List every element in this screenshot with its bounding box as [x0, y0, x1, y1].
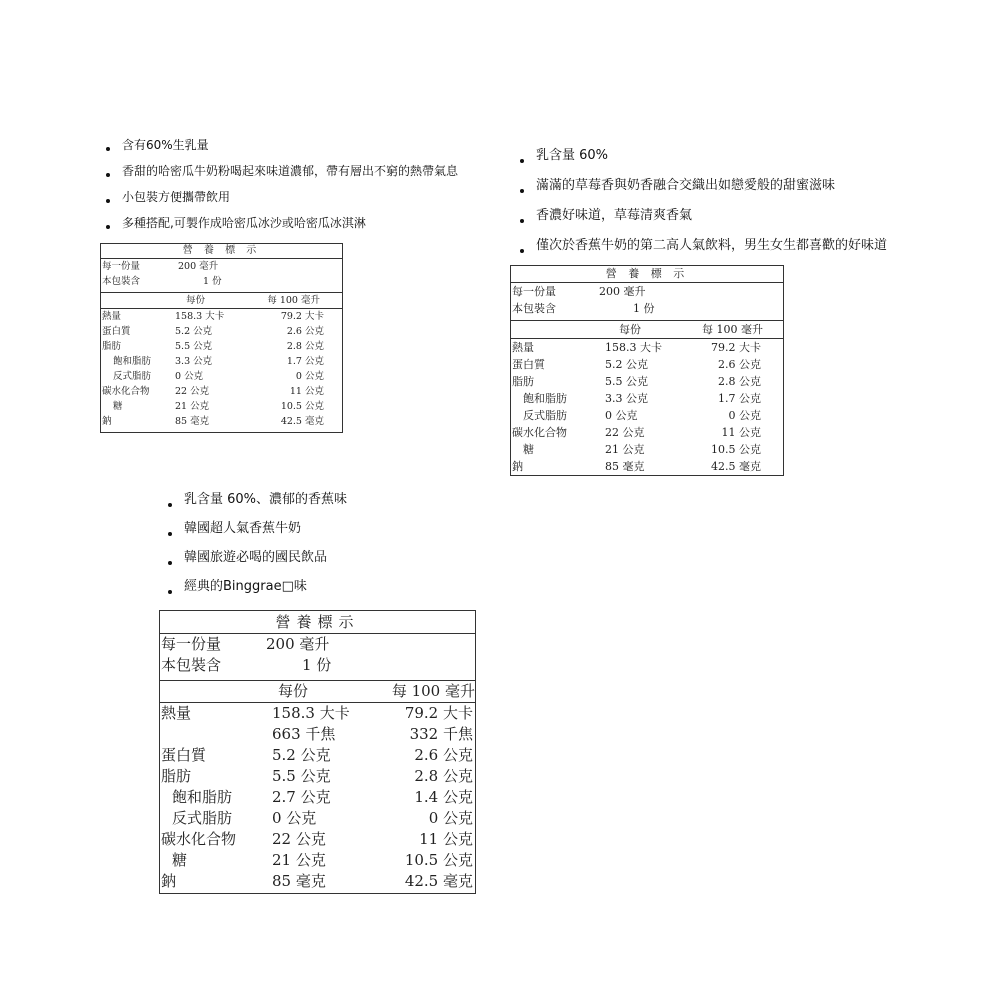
servings-row: [101, 274, 342, 289]
table-row: [511, 356, 783, 373]
per-serving-value: 22 公克: [272, 830, 326, 848]
per-serving-header: 每份: [278, 682, 309, 700]
per-100ml-value: 0 公克: [295, 371, 324, 382]
servings-row: [511, 300, 783, 317]
table-row: [160, 766, 475, 787]
per-100ml-value: 0 公克: [428, 809, 473, 827]
table-row: [160, 808, 475, 829]
list-item: 香甜的哈密瓜牛奶粉喝起來味道濃郁，帶有層出不窮的熱帶氣息: [102, 162, 458, 188]
product-3-feature-list: [164, 490, 347, 606]
per-100ml-value: 1.4 公克: [414, 788, 473, 806]
per-serving-value: 5.5 公克: [175, 341, 213, 352]
servings-value: 1 份: [633, 302, 655, 315]
per-serving-value: 158.3 大卡: [175, 311, 225, 322]
nutrient-label: 蛋白質: [512, 358, 545, 371]
product-3-nutrition-table: [159, 610, 476, 894]
nutrient-label: 糖: [172, 851, 188, 869]
per-serving-value: 85 毫克: [272, 872, 326, 890]
serving-size-row: [160, 634, 475, 655]
nutrient-label: 碳水化合物: [161, 830, 237, 848]
per-serving-value: 21 公克: [605, 443, 645, 456]
per-100ml-value: 42.5 毫克: [711, 460, 761, 473]
nutrient-label: 糖: [523, 443, 534, 456]
nutrient-label: 飽和脂肪: [172, 788, 233, 806]
per-100ml-value: 2.8 公克: [286, 341, 324, 352]
nutrient-label: 熱量: [102, 311, 122, 322]
table-row: [160, 702, 475, 724]
serving-size-row: [101, 259, 342, 274]
nutrient-label: 鈉: [161, 872, 177, 890]
table-row: [101, 384, 342, 399]
list-item: 韓國超人氣香蕉牛奶: [164, 519, 347, 548]
table-row: [101, 399, 342, 414]
per-serving-value: 21 公克: [175, 401, 210, 412]
per-100ml-value: 42.5 毫克: [404, 872, 473, 890]
per-serving-value: 5.5 公克: [272, 767, 331, 785]
servings-value: 1 份: [302, 656, 332, 674]
per-serving-header: 每份: [619, 323, 641, 336]
serving-size-value: 200 毫升: [599, 285, 646, 298]
per-100ml-value: 1.7 公克: [718, 392, 761, 405]
servings-label: 本包裝含: [102, 276, 141, 287]
nutrient-label: 熱量: [512, 341, 534, 354]
nutrient-label: 反式脂肪: [172, 809, 233, 827]
per-serving-value: 85 毫克: [175, 416, 210, 427]
list-item: 乳含量 60%: [516, 146, 887, 176]
per-100ml-value: 11 公克: [289, 386, 324, 397]
per-100ml-value: 79.2 大卡: [404, 704, 473, 722]
nutrition-title: 營 養 標 示: [511, 266, 783, 283]
table-row: [511, 373, 783, 390]
per-100ml-value: 0 公克: [728, 409, 761, 422]
table-row: [160, 787, 475, 808]
servings-row: [160, 655, 475, 676]
per-serving-value: 5.5 公克: [605, 375, 648, 388]
per-serving-value: 85 毫克: [605, 460, 645, 473]
per-serving-header: 每份: [186, 295, 206, 306]
product-1-feature-list: [102, 136, 458, 240]
nutrition-title: 營 養 標 示: [101, 244, 342, 259]
table-row: [160, 829, 475, 850]
per-100ml-value: 2.6 公克: [414, 746, 473, 764]
per-serving-value: 663 千焦: [272, 725, 336, 743]
nutrient-label: 脂肪: [102, 341, 122, 352]
nutrient-label: 飽和脂肪: [523, 392, 567, 405]
per-100ml-value: 10.5 公克: [280, 401, 324, 412]
column-header-row: [101, 292, 342, 308]
table-row: [101, 354, 342, 369]
per-100ml-value: 11 公克: [721, 426, 761, 439]
nutrient-label: 反式脂肪: [523, 409, 567, 422]
serving-size-row: [511, 283, 783, 300]
per-100ml-header: 每 100 毫升: [702, 323, 763, 336]
servings-value: 1 份: [203, 276, 222, 287]
product-1-nutrition-table: [100, 243, 343, 433]
per-100ml-value: 2.6 公克: [286, 326, 324, 337]
serving-size-label: 每一份量: [512, 285, 556, 298]
nutrient-label: 鈉: [102, 416, 112, 427]
table-row: [101, 369, 342, 384]
nutrient-label: 脂肪: [512, 375, 534, 388]
per-100ml-value: 79.2 大卡: [711, 341, 761, 354]
per-100ml-value: 42.5 毫克: [280, 416, 324, 427]
per-100ml-value: 332 千焦: [409, 725, 473, 743]
nutrient-label: 脂肪: [161, 767, 192, 785]
serving-size-value: 200 毫升: [178, 261, 219, 272]
list-item: 多種搭配,可製作成哈密瓜冰沙或哈密瓜冰淇淋: [102, 214, 458, 240]
list-item: 滿滿的草莓香與奶香融合交織出如戀愛般的甜蜜滋味: [516, 176, 887, 206]
nutrient-label: 蛋白質: [161, 746, 207, 764]
nutrient-label: 飽和脂肪: [113, 356, 152, 367]
servings-label: 本包裝含: [512, 302, 556, 315]
table-row: [101, 324, 342, 339]
list-item: 韓國旅遊必喝的國民飲品: [164, 548, 347, 577]
per-serving-value: 0 公克: [175, 371, 204, 382]
nutrition-title: 營養標示: [160, 611, 475, 634]
per-100ml-value: 2.8 公克: [414, 767, 473, 785]
per-100ml-value: 10.5 公克: [404, 851, 473, 869]
table-row: [101, 414, 342, 429]
per-100ml-value: 2.8 公克: [718, 375, 761, 388]
table-row: [511, 441, 783, 458]
per-100ml-value: 11 公克: [419, 830, 473, 848]
table-row: [160, 745, 475, 766]
list-item: 乳含量 60%、濃郁的香蕉味: [164, 490, 347, 519]
list-item: 香濃好味道，草莓清爽香氣: [516, 206, 887, 236]
per-serving-value: 5.2 公克: [175, 326, 213, 337]
per-100ml-value: 2.6 公克: [718, 358, 761, 371]
per-100ml-header: 每 100 毫升: [391, 682, 475, 700]
table-row: [511, 458, 783, 475]
servings-label: 本包裝含: [161, 656, 222, 674]
nutrient-label: 碳水化合物: [102, 386, 150, 397]
table-row: [511, 390, 783, 407]
table-row: [511, 424, 783, 441]
per-serving-value: 21 公克: [272, 851, 326, 869]
table-row: [160, 724, 475, 745]
serving-size-label: 每一份量: [161, 635, 222, 653]
per-serving-value: 158.3 大卡: [605, 341, 662, 354]
per-serving-value: 0 公克: [605, 409, 638, 422]
table-row: [160, 871, 475, 892]
per-serving-value: 3.3 公克: [175, 356, 213, 367]
table-row: [511, 338, 783, 356]
per-serving-value: 3.3 公克: [605, 392, 648, 405]
per-serving-value: 5.2 公克: [605, 358, 648, 371]
per-serving-value: 0 公克: [272, 809, 317, 827]
nutrient-label: 鈉: [512, 460, 523, 473]
list-item: 經典的Binggrae□味: [164, 577, 347, 606]
per-serving-value: 22 公克: [605, 426, 645, 439]
nutrient-label: 碳水化合物: [512, 426, 567, 439]
column-header-row: [160, 680, 475, 702]
product-2-feature-list: [516, 146, 887, 266]
table-row: [101, 308, 342, 324]
per-serving-value: 2.7 公克: [272, 788, 331, 806]
per-100ml-header: 每 100 毫升: [267, 295, 320, 306]
nutrient-label: 反式脂肪: [113, 371, 152, 382]
list-item: 小包裝方便攜帶飲用: [102, 188, 458, 214]
per-100ml-value: 79.2 大卡: [280, 311, 324, 322]
column-header-row: [511, 320, 783, 338]
per-serving-value: 5.2 公克: [272, 746, 331, 764]
product-2-nutrition-table: [510, 265, 784, 476]
table-row: [101, 339, 342, 354]
nutrient-label: 糖: [113, 401, 123, 412]
per-100ml-value: 1.7 公克: [286, 356, 324, 367]
per-serving-value: 158.3 大卡: [272, 704, 350, 722]
table-row: [160, 850, 475, 871]
table-row: [511, 407, 783, 424]
nutrient-label: 蛋白質: [102, 326, 131, 337]
per-100ml-value: 10.5 公克: [711, 443, 761, 456]
list-item: 含有60%生乳量: [102, 136, 458, 162]
per-serving-value: 22 公克: [175, 386, 210, 397]
nutrient-label: 熱量: [161, 704, 192, 722]
serving-size-label: 每一份量: [102, 261, 141, 272]
serving-size-value: 200 毫升: [266, 635, 330, 653]
list-item: 僅次於香蕉牛奶的第二高人氣飲料，男生女生都喜歡的好味道: [516, 236, 887, 266]
